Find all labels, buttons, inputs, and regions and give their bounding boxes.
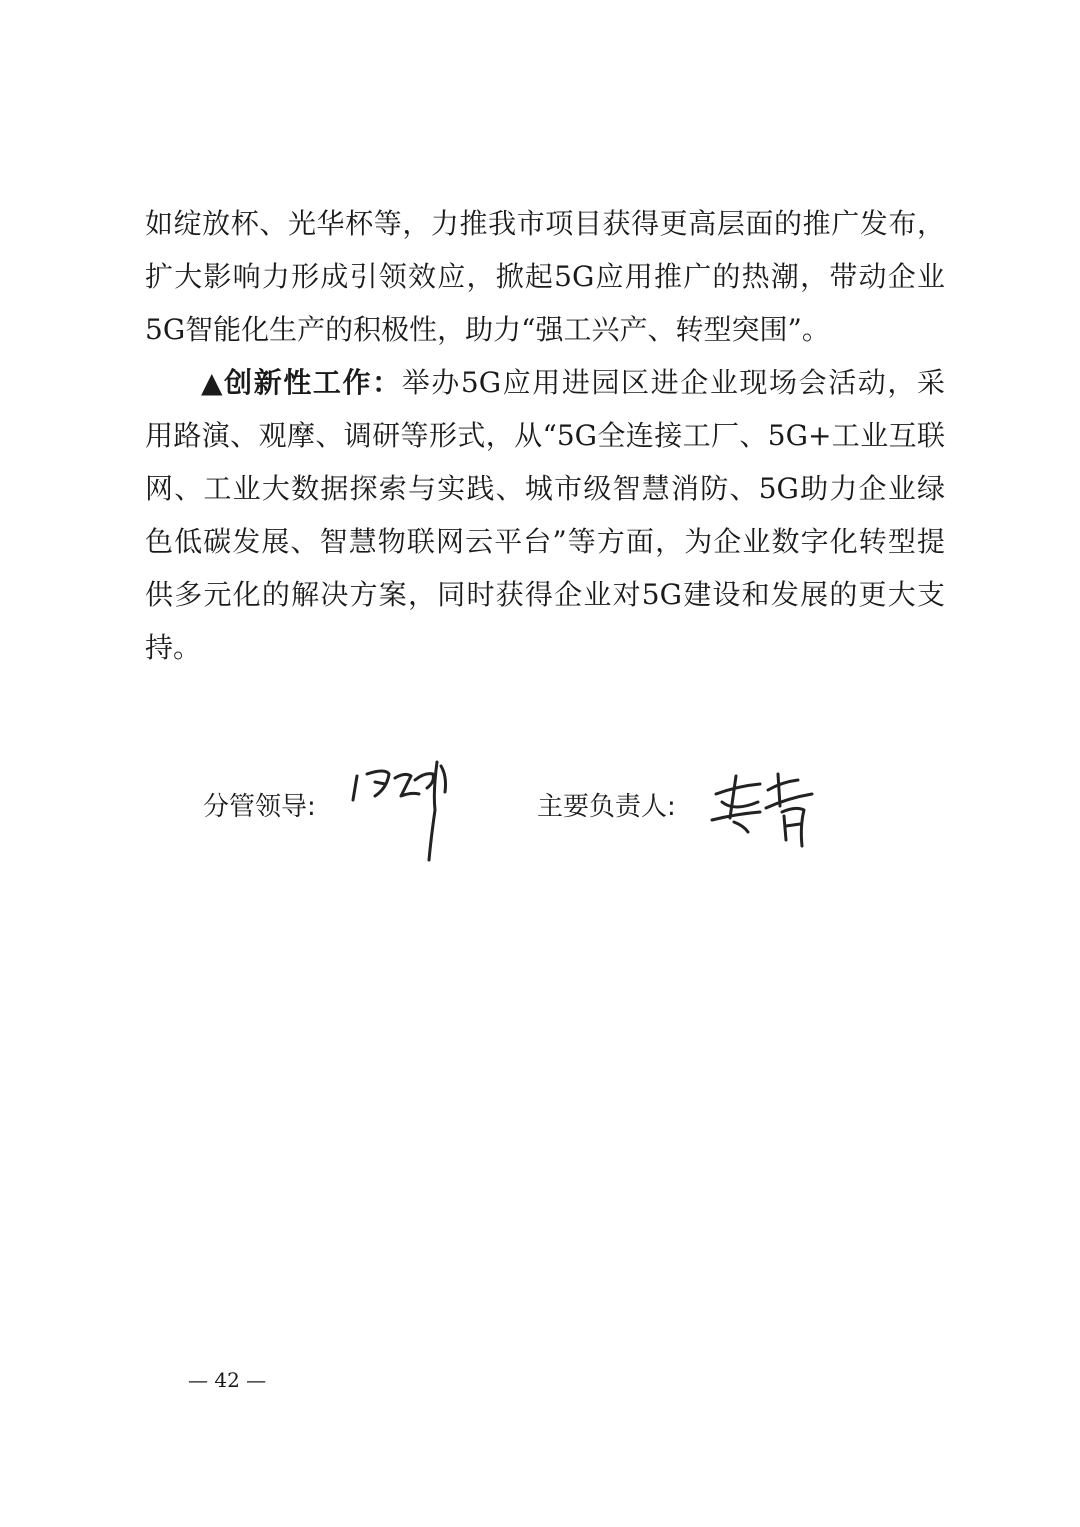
innovation-first-line bbox=[145, 356, 945, 409]
innovation-heading: ▲创新性工作： bbox=[201, 366, 402, 399]
paragraph-line: 5G智能化生产的积极性，助力“强工兴产、转型突围”。 bbox=[145, 313, 830, 346]
paragraph-line: 用路演、观摩、调研等形式，从“5G全连接工厂、5G+工业互联 bbox=[145, 419, 945, 452]
body-text bbox=[145, 197, 945, 674]
page-number: — 42 — bbox=[188, 1368, 267, 1392]
leader-signature bbox=[345, 752, 470, 872]
paragraph-line: 扩大影响力形成引领效应，掀起5G应用推广的热潮，带动企业 bbox=[145, 260, 945, 293]
paragraph-line: 供多元化的解决方案，同时获得企业对5G建设和发展的更大支 bbox=[145, 578, 945, 611]
innovation-text: 举办5G应用进园区进企业现场会活动，采 bbox=[401, 366, 945, 399]
leader-label: 分管领导: bbox=[203, 792, 316, 822]
principal-signature bbox=[708, 768, 823, 853]
paragraph-line: 持。 bbox=[145, 631, 202, 664]
principal-label: 主要负责人: bbox=[537, 792, 676, 822]
paragraph-line: 如绽放杯、光华杯等，力推我市项目获得更高层面的推广发布， bbox=[145, 207, 945, 240]
paragraph-line: 色低碳发展、智慧物联网云平台”等方面，为企业数字化转型提 bbox=[145, 525, 945, 558]
paragraph-line: 网、工业大数据探索与实践、城市级智慧消防、5G助力企业绿 bbox=[145, 472, 945, 505]
